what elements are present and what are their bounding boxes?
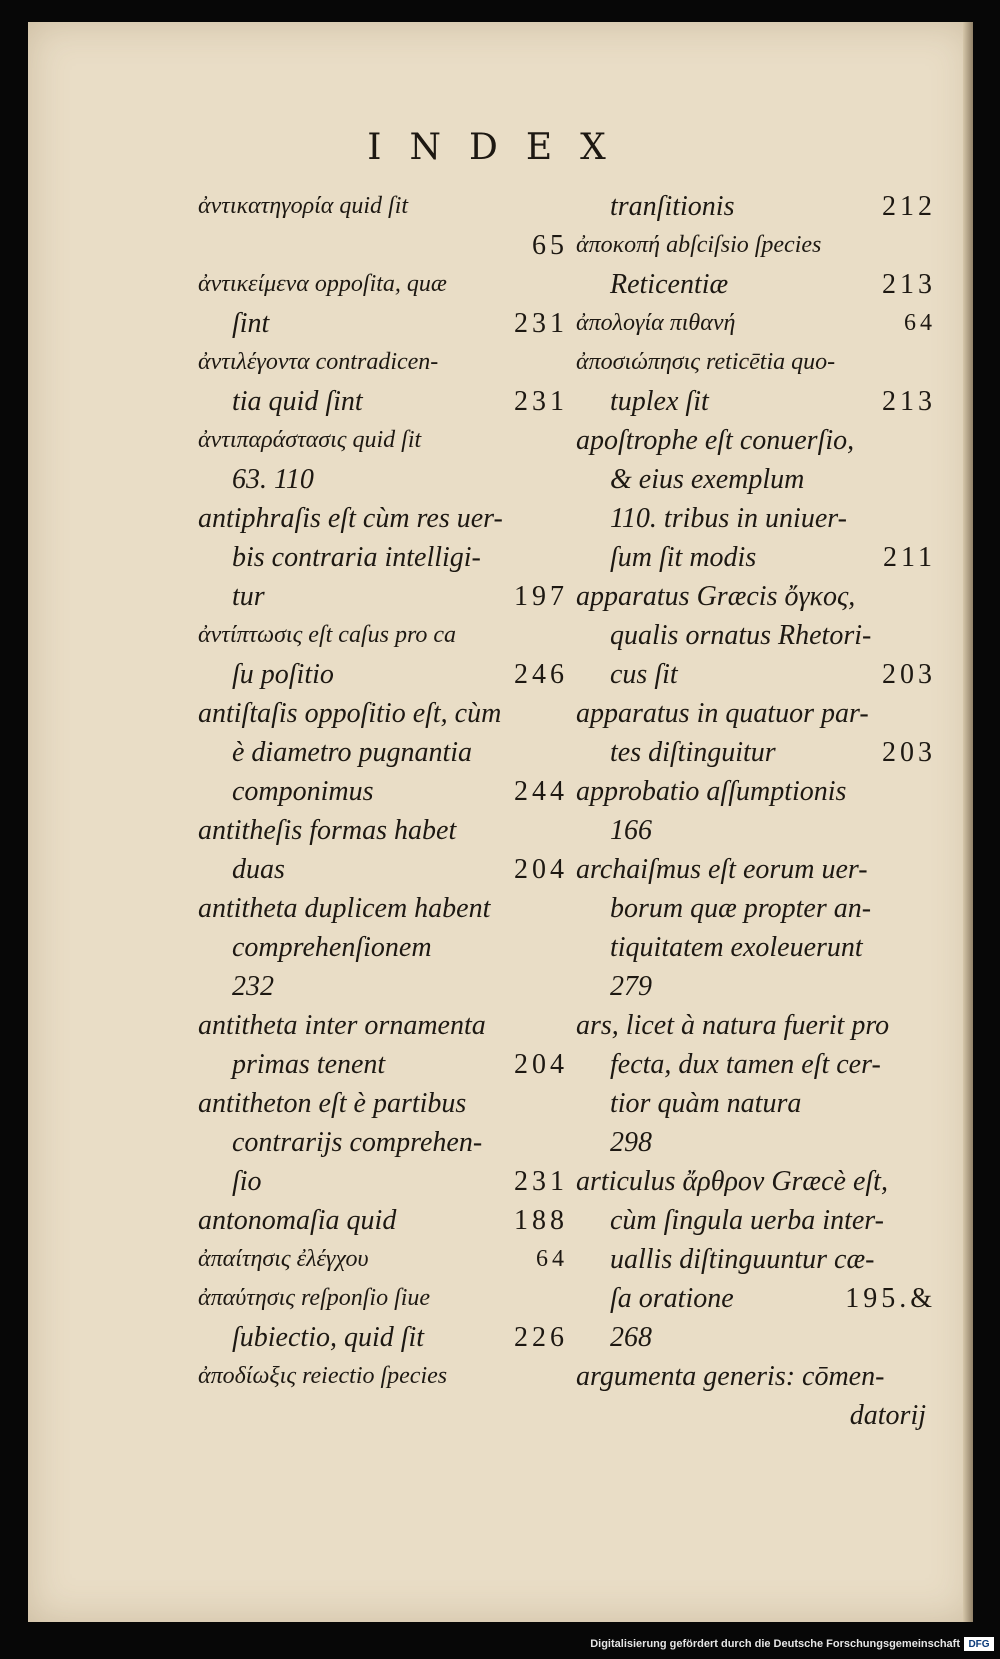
entry-text: 279 [610, 971, 652, 1002]
page-reference: 64 [904, 310, 936, 336]
page-reference: 246 [514, 659, 568, 690]
index-entry [198, 187, 568, 265]
page-edge [963, 22, 973, 1622]
entry-text: antitheta duplicem habent [198, 893, 491, 924]
page-reference: 203 [882, 659, 936, 690]
index-entry-line [576, 538, 936, 577]
index-entry [198, 1006, 568, 1084]
page-reference: 197 [514, 581, 568, 612]
page-reference: 195.& [845, 1283, 936, 1314]
entry-text: ars, licet à natura fuerit pro [576, 1010, 890, 1041]
index-entry-line [198, 343, 568, 382]
index-entry-line [576, 1084, 936, 1123]
entry-text: apparatus in quatuor par- [576, 698, 869, 729]
index-entry-line [198, 967, 568, 1006]
index-entry-line [198, 1162, 568, 1201]
index-entry-line [198, 1240, 568, 1279]
entry-text: antitheta inter ornamenta [198, 1010, 486, 1041]
index-entry-line [576, 1357, 936, 1396]
index-entry [576, 772, 936, 850]
index-entry [198, 616, 568, 694]
index-entry-line [576, 382, 936, 421]
index-entry [576, 850, 936, 1006]
index-entry-line [198, 1045, 568, 1084]
entry-text: borum quæ propter an- [610, 893, 872, 924]
index-entry-line [576, 889, 936, 928]
entry-text: ἀποσιώπησις reticētia quo- [576, 349, 836, 375]
entry-text: articulus ἄρθρον Græcè eſt, [576, 1166, 888, 1197]
entry-text: ἀπολογία πιθανή [576, 310, 736, 336]
page-reference: 212 [882, 191, 936, 222]
index-entry-line [576, 733, 936, 772]
index-entry-line [198, 811, 568, 850]
index-entry-line [198, 655, 568, 694]
page-reference: 204 [514, 854, 568, 885]
entry-text: apparatus Græcis ὄγκος, [576, 581, 856, 612]
index-entry [198, 1240, 568, 1279]
index-entry-line [198, 889, 568, 928]
index-entry [576, 304, 936, 343]
index-entry-line [576, 616, 936, 655]
entry-text: Reticentiæ [610, 269, 729, 300]
entry-text: 232 [232, 971, 274, 1002]
entry-text: 298 [610, 1127, 652, 1158]
entry-text: apoſtrophe eſt conuerſio, [576, 425, 855, 456]
index-entry [576, 421, 936, 577]
index-entry [198, 1201, 568, 1240]
entry-text: ſint [232, 308, 270, 339]
page-reference: 226 [514, 1322, 568, 1353]
page-reference: 231 [514, 386, 568, 417]
index-entry-line [198, 1084, 568, 1123]
index-entry [576, 226, 936, 304]
index-entry-line [576, 265, 936, 304]
entry-text: fecta, dux tamen eſt cer- [610, 1049, 881, 1080]
entry-text: ſum ſit modis [610, 542, 757, 573]
index-entry-line [576, 187, 936, 226]
index-entry-line [198, 499, 568, 538]
index-entry-line [198, 304, 568, 343]
entry-text: 166 [610, 815, 652, 846]
index-entry-line [576, 499, 936, 538]
page-reference: 231 [514, 308, 568, 339]
page-reference: 64 [536, 1246, 568, 1272]
index-entry-line [198, 421, 568, 460]
index-entry-line [576, 1123, 936, 1162]
index-entry [198, 811, 568, 889]
page-header-index: INDEX [367, 127, 634, 168]
entry-text: tia quid ſint [232, 386, 363, 417]
index-entry-line [198, 1006, 568, 1045]
index-entry-line [576, 772, 936, 811]
index-entry [198, 1279, 568, 1357]
entry-text: cus ſit [610, 659, 678, 690]
page-reference: 231 [514, 1166, 568, 1197]
entry-text: primas tenent [232, 1049, 386, 1080]
index-entry [576, 1162, 936, 1357]
entry-text: 110. tribus in uniuer- [610, 503, 847, 534]
index-entry [576, 694, 936, 772]
entry-text: bis contraria intelligi- [232, 542, 481, 573]
index-entry [198, 265, 568, 343]
index-entry [576, 187, 936, 226]
index-entry-line [576, 577, 936, 616]
entry-text: ſu poſitio [232, 659, 334, 690]
index-entry-line [198, 538, 568, 577]
entry-text: duas [232, 854, 285, 885]
entry-text: tuplex ſit [610, 386, 709, 417]
entry-text: antiphraſis eſt cùm res uer- [198, 503, 503, 534]
index-entry-line [198, 1279, 568, 1318]
entry-text: archaiſmus eſt eorum uer- [576, 854, 868, 885]
entry-text: uallis diſtinguuntur cæ- [610, 1244, 875, 1275]
index-entry-line [198, 226, 568, 265]
index-entry-line [198, 850, 568, 889]
page-reference: 203 [882, 737, 936, 768]
entry-text: qualis ornatus Rhetori- [610, 620, 872, 651]
index-entry-line [198, 928, 568, 967]
index-entry-line [576, 1162, 936, 1201]
entry-text: ſubiectio, quid ſit [232, 1322, 425, 1353]
index-entry [198, 421, 568, 499]
entry-text: cùm ſingula uerba inter- [610, 1205, 884, 1236]
entry-text: tes diſtinguitur [610, 737, 776, 768]
page-reference: 211 [883, 542, 936, 573]
entry-text: è diametro pugnantia [232, 737, 473, 768]
entry-text: ſa oratione [610, 1283, 734, 1314]
index-entry [576, 1006, 936, 1162]
entry-text: ἀπαύτησις reſponſio ſiue [198, 1285, 431, 1311]
index-entry-line [576, 1045, 936, 1084]
book-page [28, 22, 973, 1622]
index-entry-line [198, 460, 568, 499]
entry-text: ſio [232, 1166, 262, 1197]
entry-text: ἀπαίτησις ἐλέγχου [198, 1246, 369, 1272]
index-entry [576, 577, 936, 694]
dfg-logo: DFG [964, 1637, 994, 1651]
index-entry-line [576, 421, 936, 460]
index-entry-line [576, 1318, 936, 1357]
index-entry-line [576, 343, 936, 382]
index-entry-line [198, 1123, 568, 1162]
page-reference: 213 [882, 386, 936, 417]
index-entry-line [576, 694, 936, 733]
page-reference: 65 [532, 230, 568, 261]
entry-text: approbatio aſſumptionis [576, 776, 847, 807]
entry-text: tur [232, 581, 265, 612]
entry-text: componimus [232, 776, 374, 807]
entry-text: datorij [849, 1400, 926, 1431]
index-entry-line [576, 1201, 936, 1240]
index-entry-line [576, 460, 936, 499]
entry-text: antitheton eſt è partibus [198, 1088, 467, 1119]
index-entry-line [198, 265, 568, 304]
entry-text: tranſitionis [610, 191, 735, 222]
index-entry-line [576, 1240, 936, 1279]
entry-text: 268 [610, 1322, 652, 1353]
index-entry-line [576, 226, 936, 265]
page-reference: 204 [514, 1049, 568, 1080]
entry-text: comprehenſionem [232, 932, 432, 963]
entry-text: antitheſis formas habet [198, 815, 457, 846]
index-entry-line [198, 187, 568, 226]
index-entry-line [576, 1279, 936, 1318]
index-entry [198, 694, 568, 811]
index-entry-line [576, 967, 936, 1006]
index-entry-line [576, 1006, 936, 1045]
index-entry-line [198, 694, 568, 733]
entry-text: ἀντιλέγοντα contradicen- [198, 349, 439, 375]
index-entry-line [576, 655, 936, 694]
index-entry [198, 889, 568, 1006]
entry-text: argumenta generis: cōmen- [576, 1361, 885, 1392]
index-entry-line [576, 850, 936, 889]
page-reference: 244 [514, 776, 568, 807]
index-entry-line [198, 1318, 568, 1357]
index-entry [576, 1357, 936, 1435]
entry-text: antiſtaſis oppoſitio eſt, cùm [198, 698, 502, 729]
entry-text: tior quàm natura [610, 1088, 802, 1119]
index-column-left [198, 187, 568, 1396]
index-entry-line [576, 811, 936, 850]
entry-text: & eius exemplum [610, 464, 805, 495]
index-entry-line [198, 1201, 568, 1240]
entry-text: antonomaſia quid [198, 1205, 397, 1236]
index-entry-line [198, 772, 568, 811]
entry-text: ἀντικείμενα oppoſita, quæ [198, 271, 447, 297]
index-entry-line [576, 928, 936, 967]
digitization-footer [590, 1635, 994, 1653]
index-entry [198, 1357, 568, 1396]
entry-text: tiquitatem exoleuerunt [610, 932, 863, 963]
index-entry [198, 1084, 568, 1201]
index-column-right [576, 187, 936, 1435]
entry-text: 63. 110 [232, 464, 314, 495]
entry-text: ἀντιπαράστασις quid ſit [198, 427, 422, 453]
index-entry-line [576, 304, 936, 343]
index-entry [198, 499, 568, 616]
page-reference: 188 [514, 1205, 568, 1236]
index-entry-line [576, 1396, 936, 1435]
entry-text: contrarijs comprehen- [232, 1127, 483, 1158]
footer-credit: Digitalisierung gefördert durch die Deutsche Forschungsgemeinschaft [590, 1638, 960, 1650]
index-entry-line [198, 1357, 568, 1396]
index-entry [198, 343, 568, 421]
page-reference: 213 [882, 269, 936, 300]
index-entry-line [198, 616, 568, 655]
index-entry-line [198, 577, 568, 616]
index-entry-line [198, 382, 568, 421]
index-entry-line [198, 733, 568, 772]
entry-text: ἀποδίωξις reiectio ſpecies [198, 1363, 448, 1389]
entry-text: ἀντικατηγορία quid ſit [198, 193, 409, 219]
entry-text: ἀποκοπή abſciſsio ſpecies [576, 232, 822, 258]
entry-text: ἀντίπτωσις eſt caſus pro ca [198, 622, 457, 648]
index-entry [576, 343, 936, 421]
